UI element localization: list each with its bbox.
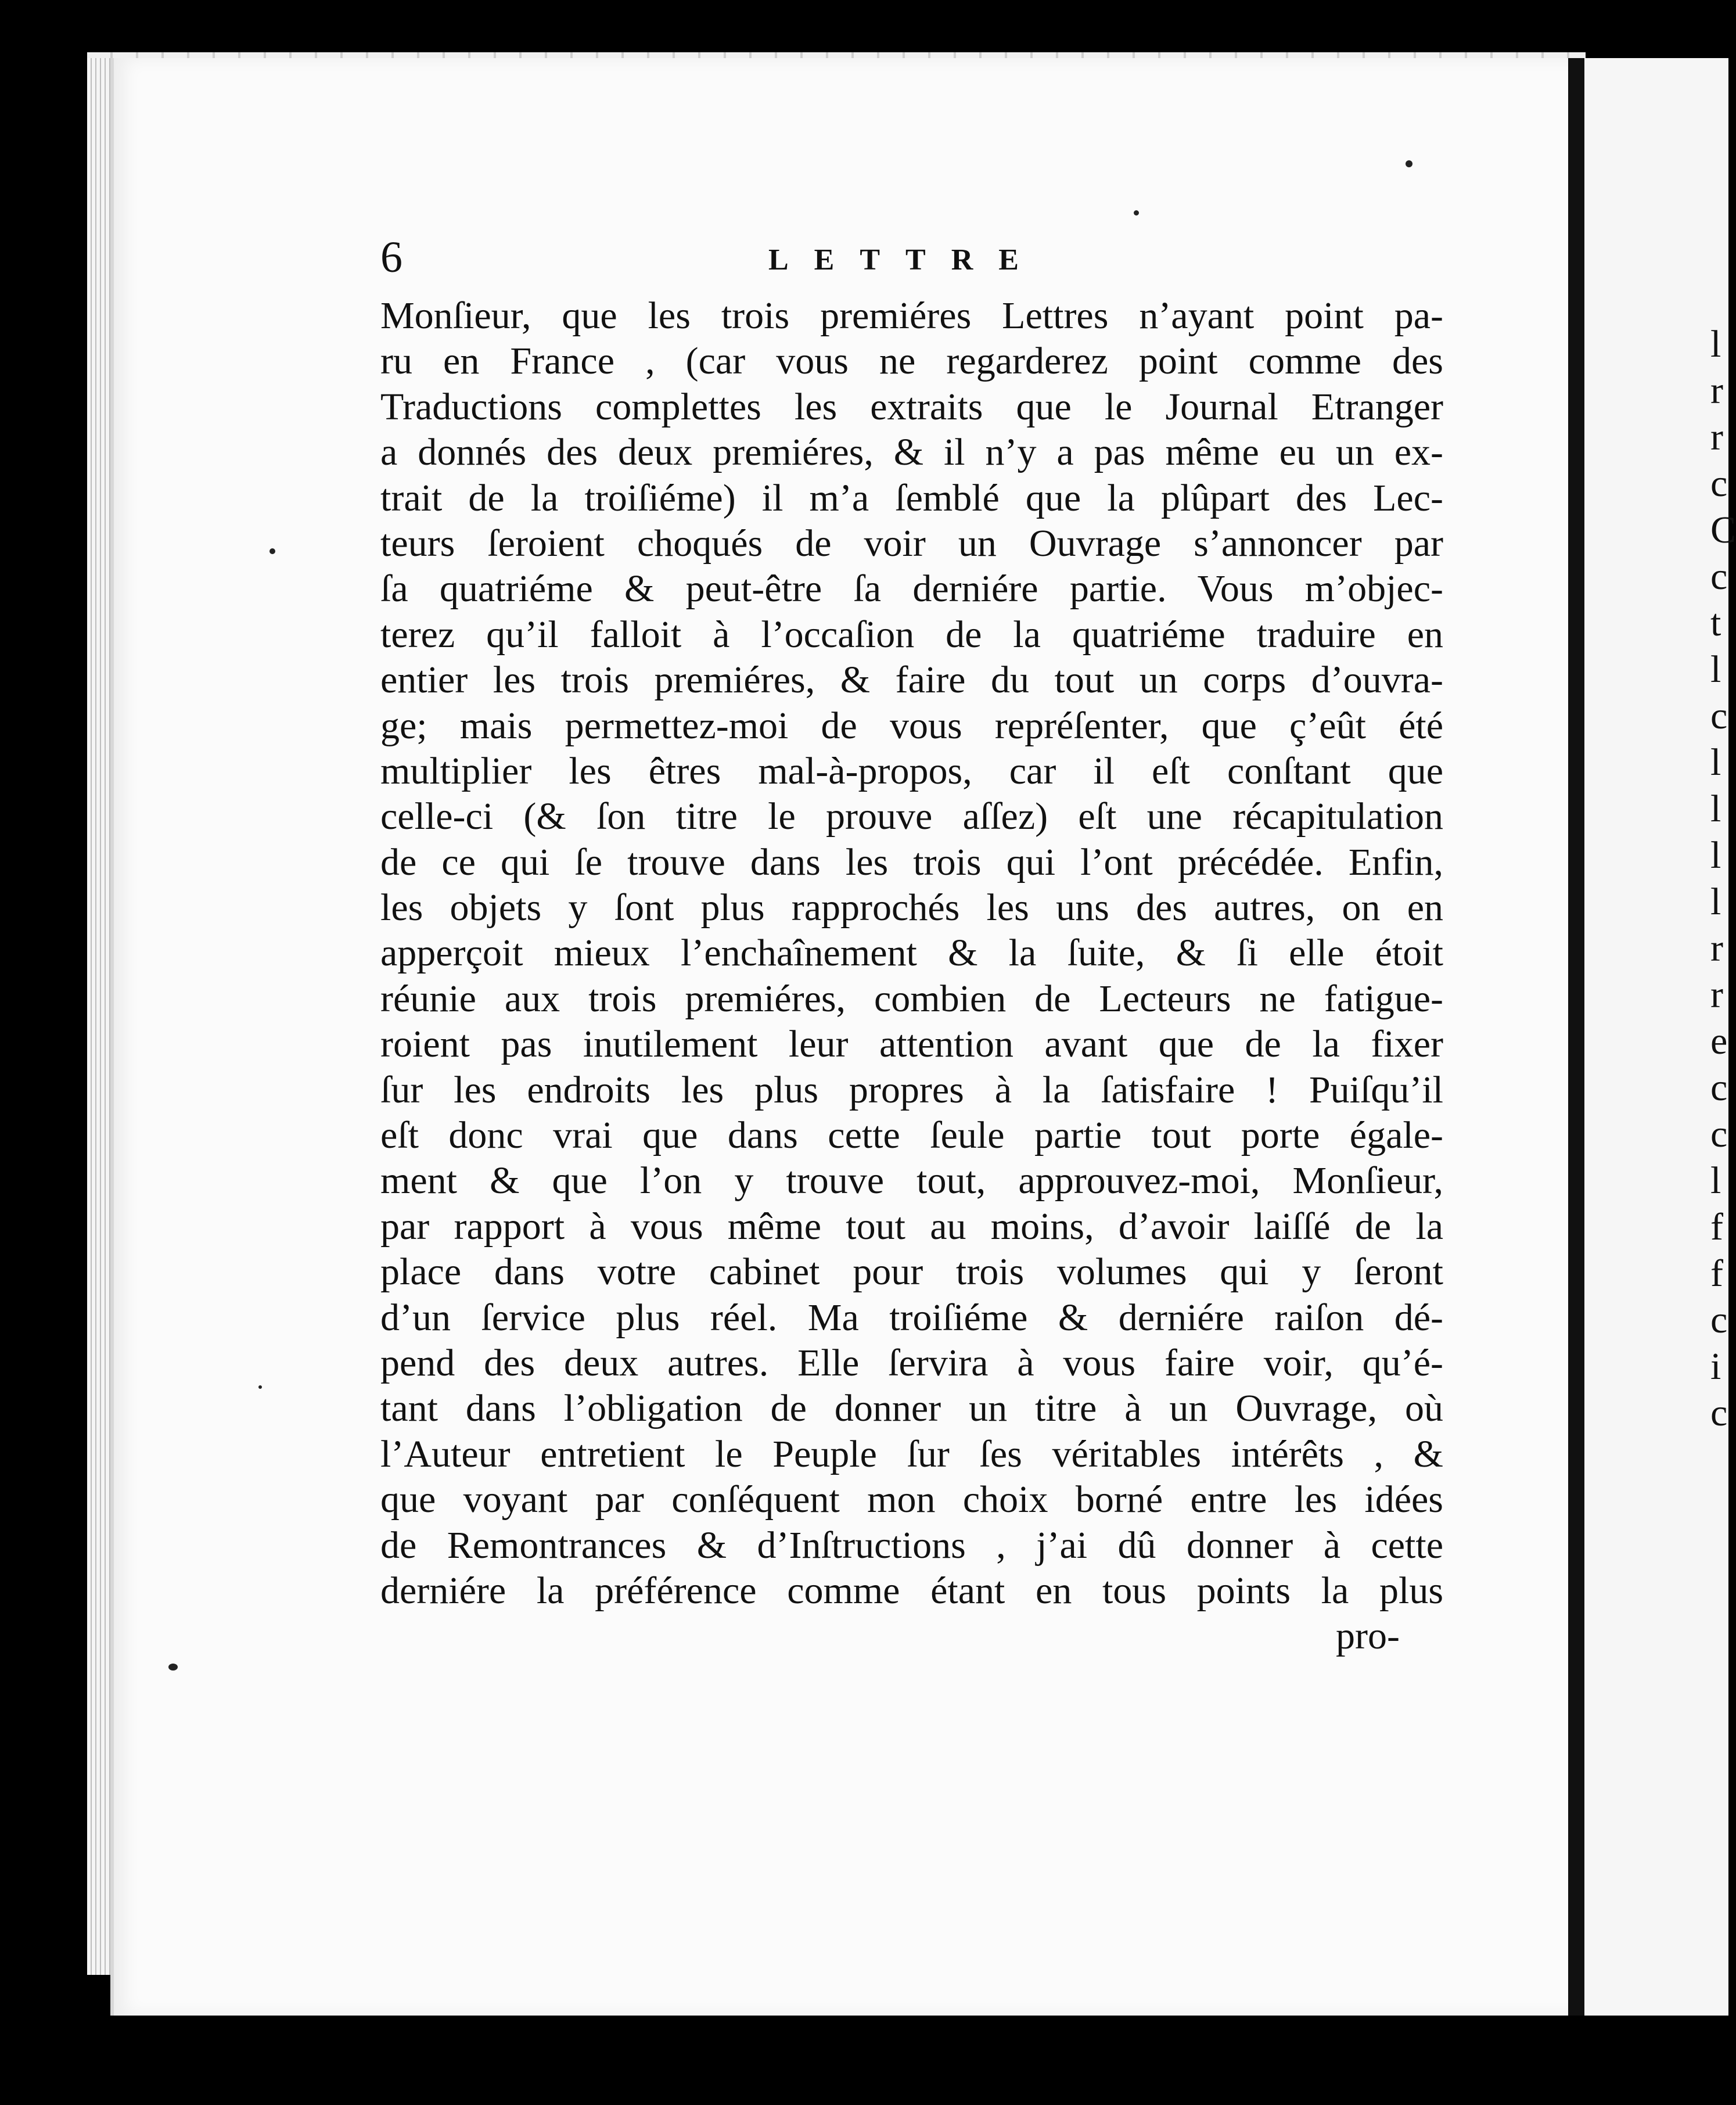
- text-line: roient pas inutilement leur attention avant que de la fixer: [380, 1023, 1443, 1066]
- text-line: tant dans l’obligation de donner un titre à un Ouvrage, où: [380, 1387, 1443, 1430]
- text-line: entier les trois premiéres, & faire du tout un corps d’ouvra-: [380, 659, 1443, 702]
- facing-page-letter: C: [1710, 509, 1736, 551]
- facing-page-letter: r: [1710, 927, 1723, 969]
- facing-page-letter: f: [1710, 1206, 1723, 1248]
- text-line: terez qu’il falloit à l’occaſion de la quatriéme traduire en: [380, 613, 1443, 656]
- facing-page-letter: l: [1710, 881, 1721, 923]
- facing-page-letter: r: [1710, 416, 1723, 458]
- text-line: eſt donc vrai que dans cette ſeule partie tout porte égale-: [380, 1114, 1443, 1157]
- book-gutter: [1568, 58, 1584, 2016]
- text-line: ſa quatriéme & peut-être ſa derniére partie. Vous m’objec-: [380, 567, 1443, 610]
- facing-page-letter: c: [1710, 462, 1728, 505]
- text-line: de Remontrances & d’Inſtructions , j’ai dû donner à cette: [380, 1524, 1443, 1567]
- text-line: l’Auteur entretient le Peuple ſur ſes véritables intérêts , &: [380, 1432, 1443, 1475]
- ink-speck: [1134, 210, 1139, 215]
- facing-page-letter: l: [1710, 834, 1721, 877]
- page-header: [380, 232, 1077, 290]
- text-line: ſur les endroits les plus propres à la ſatisfaire ! Puiſqu’il: [380, 1068, 1443, 1111]
- text-line: Monſieur, que les trois premiéres Lettres n’ayant point pa-: [380, 294, 1443, 337]
- running-title: LETTRE: [768, 243, 1044, 276]
- ink-speck: [1406, 160, 1412, 167]
- text-line: a donnés des deux premiéres, & il n’y a pas même eu un ex-: [380, 431, 1443, 474]
- facing-page-letter: f: [1710, 1252, 1723, 1295]
- text-line: ment & que l’on y trouve tout, approuvez-moi, Monſieur,: [380, 1159, 1443, 1202]
- text-line: d’un ſervice plus réel. Ma troiſiéme & derniére raiſon dé-: [380, 1296, 1443, 1339]
- facing-page-letter: l: [1710, 1159, 1721, 1202]
- text-line: Traductions complettes les extraits que le Journal Etranger: [380, 385, 1443, 428]
- text-line: réunie aux trois premiéres, combien de Lecteurs ne fatigue-: [380, 977, 1443, 1020]
- facing-page-letter: c: [1710, 555, 1728, 598]
- page-number: 6: [380, 233, 402, 282]
- ink-speck: [168, 1664, 178, 1671]
- text-line: les objets y ſont plus rapprochés les uns des autres, on en: [380, 886, 1443, 929]
- ink-speck: [258, 1385, 262, 1389]
- facing-page-letter: c: [1710, 695, 1728, 737]
- text-line: teurs ſeroient choqués de voir un Ouvrage s’annoncer par: [380, 522, 1443, 565]
- text-line: que voyant par conſéquent mon choix borné entre les idées: [380, 1478, 1443, 1521]
- text-line: derniére la préférence comme étant en tous points la plus: [380, 1569, 1443, 1612]
- text-line: ge; mais permettez-moi de vous repréſenter, que ç’eût été: [380, 704, 1443, 747]
- facing-page-letter: l: [1710, 741, 1721, 784]
- facing-page-letter: c: [1710, 1299, 1728, 1341]
- text-line: apperçoit mieux l’enchaînement & la ſuite, & ſi elle étoit: [380, 932, 1443, 975]
- body-text: [380, 293, 1443, 1659]
- facing-page-letter: l: [1710, 788, 1721, 830]
- text-line: celle-ci (& ſon titre le prouve aſſez) eſt une récapitulation: [380, 795, 1443, 838]
- facing-page-letter: l: [1710, 648, 1721, 691]
- text-line: trait de la troiſiéme) il m’a ſemblé que la plûpart des Lec-: [380, 476, 1443, 519]
- facing-page-letter: r: [1710, 974, 1723, 1016]
- text-line: ru en France , (car vous ne regarderez point comme des: [380, 340, 1443, 383]
- ink-speck: [269, 548, 275, 554]
- text-line: place dans votre cabinet pour trois volumes qui y ſeront: [380, 1251, 1443, 1294]
- page-stack-left-edge: [87, 58, 113, 1975]
- facing-page-letter: l: [1710, 323, 1721, 365]
- facing-page-letter: c: [1710, 1066, 1728, 1109]
- facing-page-letter: r: [1710, 369, 1723, 412]
- facing-page: [1584, 58, 1728, 2016]
- facing-page-letter: c: [1710, 1392, 1728, 1434]
- catchword: pro-: [1336, 1615, 1400, 1658]
- text-line: de ce qui ſe trouve dans les trois qui l’ont précédée. Enfin,: [380, 840, 1443, 883]
- text-line: multiplier les êtres mal-à-propos, car il eſt conſtant que: [380, 749, 1443, 792]
- text-line: pend des deux autres. Elle ſervira à vous faire voir, qu’é-: [380, 1341, 1443, 1384]
- facing-page-letter: e: [1710, 1020, 1728, 1062]
- facing-page-letter: i: [1710, 1345, 1721, 1388]
- text-line: par rapport à vous même tout au moins, d’avoir laiſſé de la: [380, 1205, 1443, 1248]
- facing-page-letter: c: [1710, 1113, 1728, 1155]
- facing-page-letter: t: [1710, 602, 1721, 644]
